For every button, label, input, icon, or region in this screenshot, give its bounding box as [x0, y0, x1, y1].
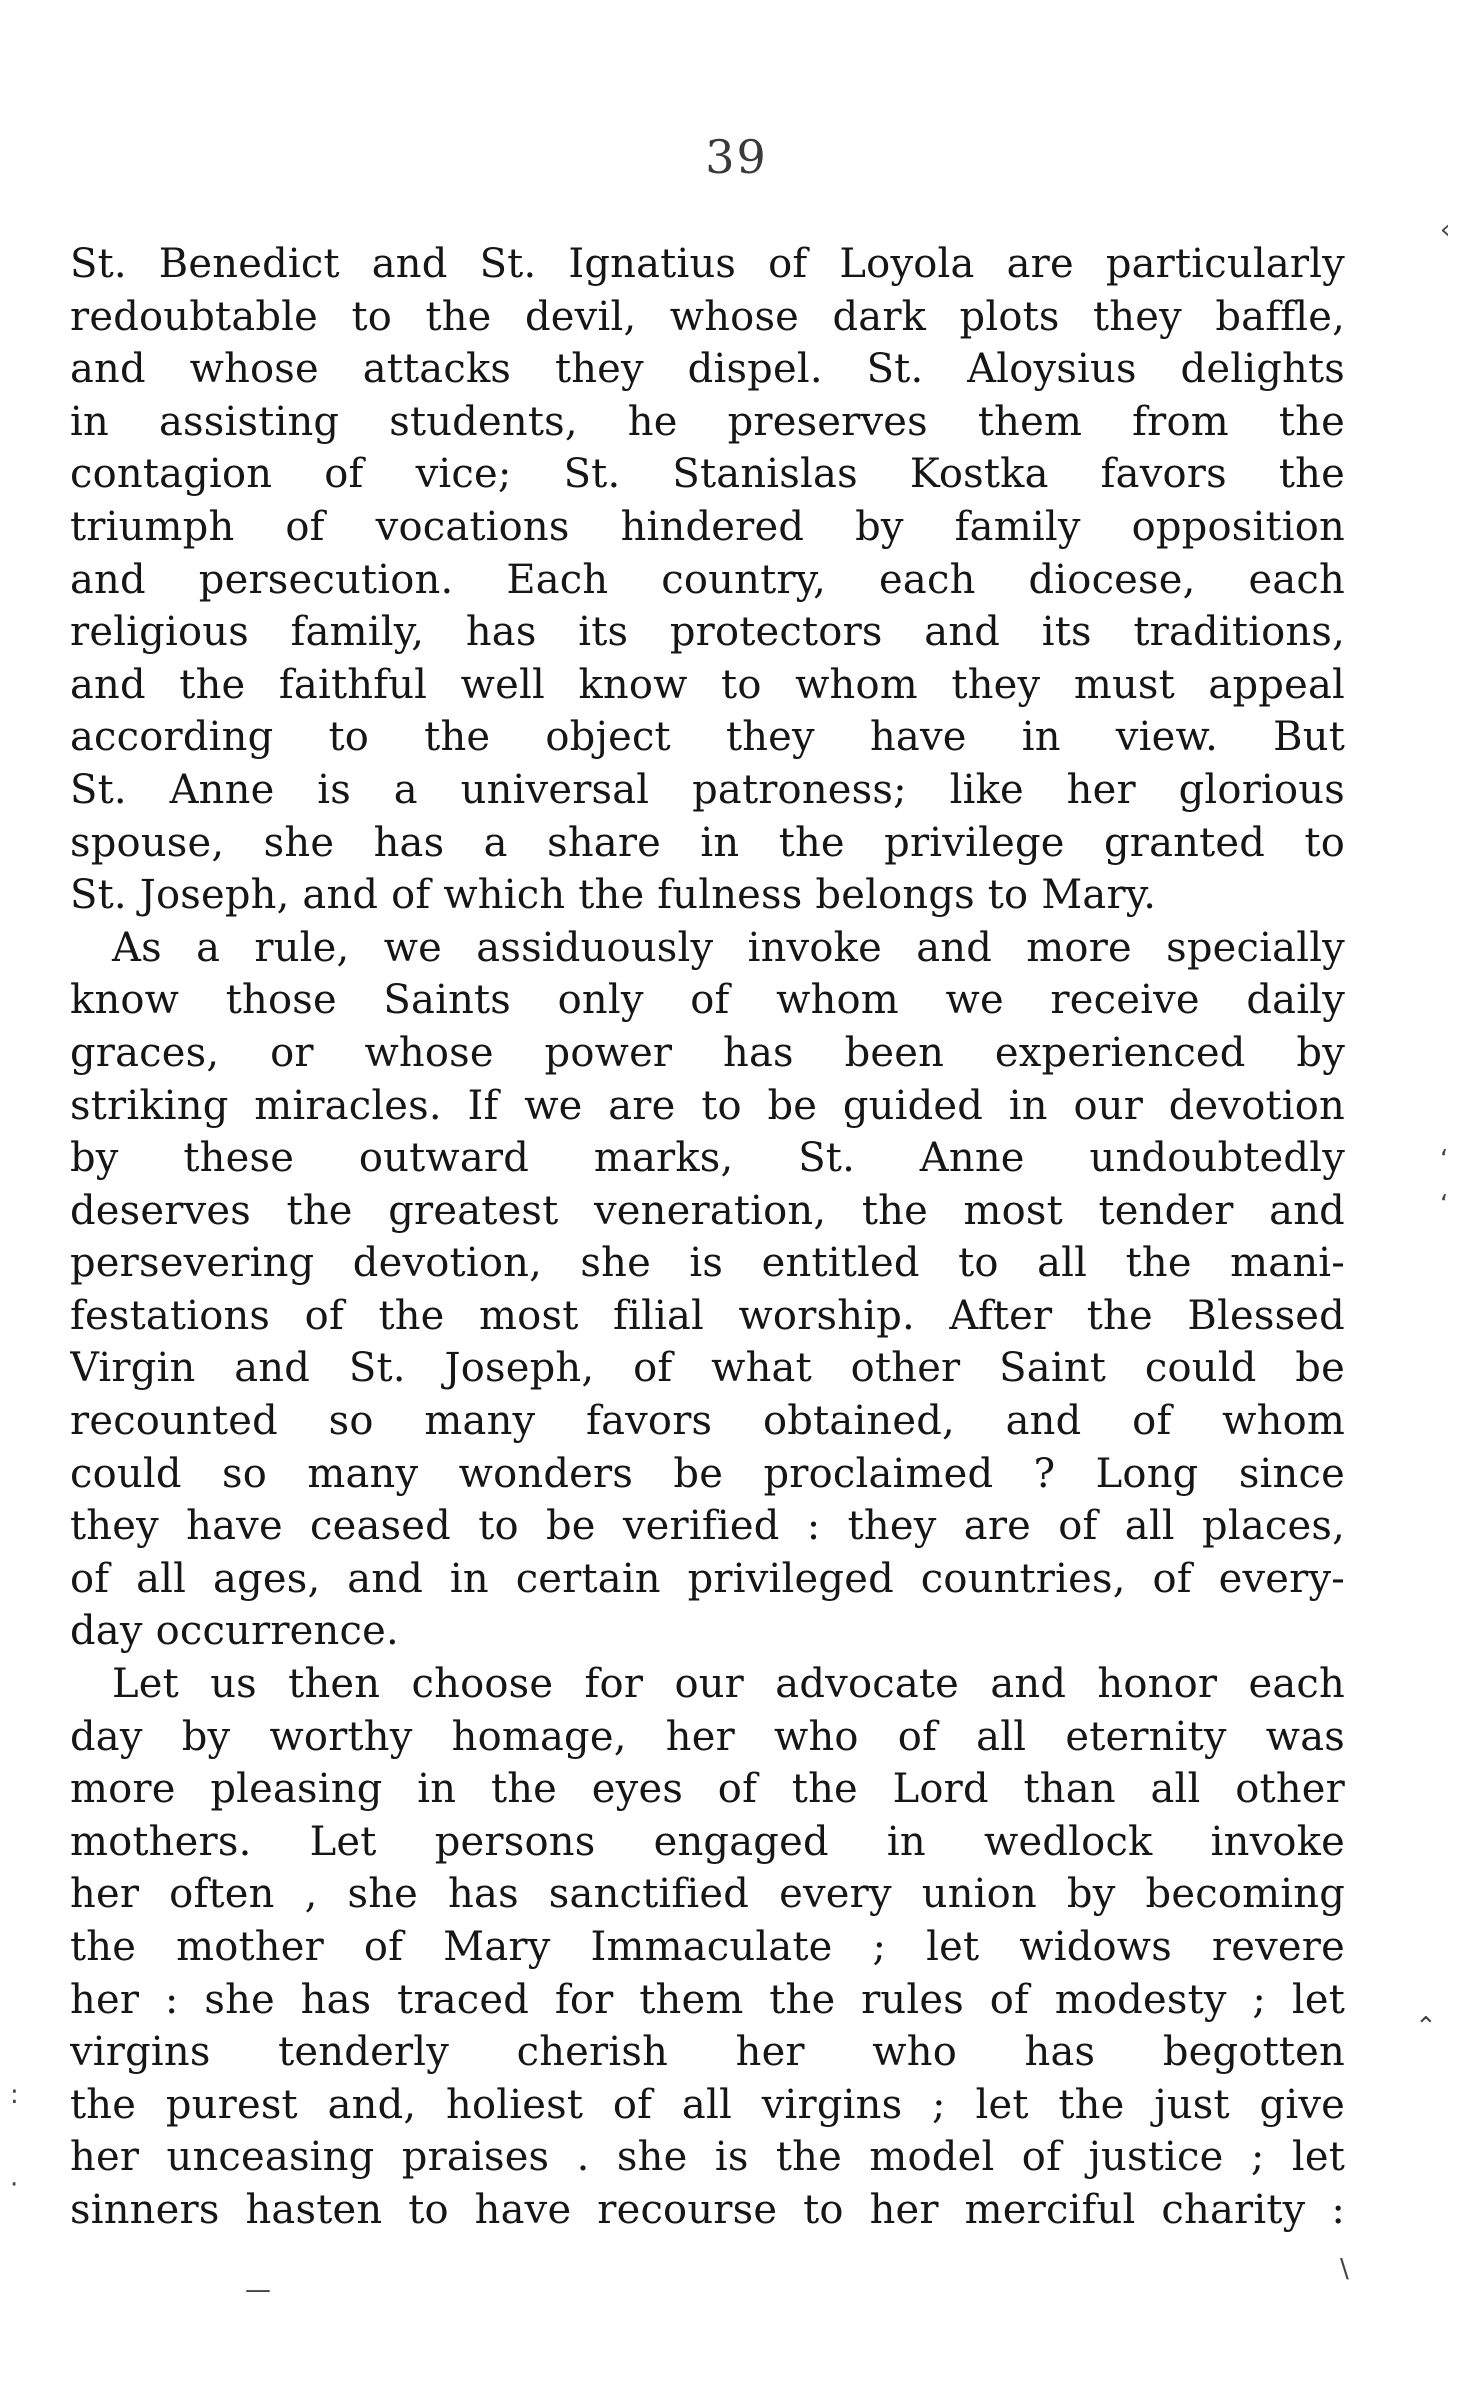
- text-line: Let us then choose for our advocate and honor each: [112, 1661, 1345, 1708]
- scan-speck: —: [245, 2275, 271, 2305]
- text-line: the mother of Mary Immaculate ; let widows revere: [70, 1924, 1345, 1970]
- text-line: St. Joseph, and of which the fulness belongs to Mary.: [70, 872, 1157, 919]
- text-line: persevering devotion, she is entitled to all the mani-: [70, 1240, 1345, 1287]
- text-line: virgins tenderly cherish her who has begotten: [70, 2029, 1345, 2076]
- text-line: religious family, has its protectors and its traditions,: [70, 609, 1345, 656]
- text-line: could so many wonders be proclaimed ? Long since: [70, 1450, 1345, 1497]
- text-line: her unceasing praises . she is the model of justice ; let: [70, 2134, 1345, 2181]
- text-line: recounted so many favors obtained, and of whom: [70, 1398, 1345, 1445]
- text-line: know those Saints only of whom we receive daily: [70, 977, 1345, 1024]
- body-text: [70, 238, 1345, 2237]
- text-line: in assisting students, he preserves them from the: [70, 398, 1345, 445]
- scan-speck: ‘: [1440, 1190, 1449, 1220]
- text-line: they have ceased to be verified : they are of all places,: [70, 1503, 1345, 1550]
- scan-speck: ∖: [1335, 2255, 1352, 2285]
- text-line: triumph of vocations hindered by family opposition: [70, 503, 1345, 550]
- text-line: the purest and, holiest of all virgins ; let the just give: [70, 2081, 1345, 2128]
- scan-speck: ·: [10, 2170, 19, 2200]
- text-line: contagion of vice; St. Stanislas Kostka favors the: [70, 451, 1345, 498]
- text-line: deserves the greatest veneration, the most tender and: [70, 1187, 1345, 1234]
- text-line: and whose attacks they dispel. St. Aloysius delights: [70, 346, 1345, 393]
- scan-speck: ‹: [1440, 215, 1451, 245]
- text-line: As a rule, we assiduously invoke and more specially: [112, 924, 1345, 971]
- text-line: and the faithful well know to whom they must appeal: [70, 661, 1345, 708]
- scan-speck: ‘: [1440, 1145, 1449, 1175]
- scan-speck: ⌃: [1415, 2012, 1437, 2042]
- page-number: 39: [705, 130, 768, 184]
- text-line: sinners hasten to have recourse to her merciful charity :: [70, 2186, 1345, 2233]
- text-line: St. Anne is a universal patroness; like her glorious: [70, 766, 1345, 813]
- text-line: more pleasing in the eyes of the Lord than all other: [70, 1766, 1345, 1813]
- text-line: her : she has traced for them the rules of modesty ; let: [70, 1976, 1345, 2023]
- text-line: by these outward marks, St. Anne undoubtedly: [70, 1135, 1345, 1182]
- text-line: according to the object they have in view. But: [70, 714, 1345, 761]
- text-line: her often , she has sanctified every union by becoming: [70, 1871, 1345, 1918]
- text-line: day by worthy homage, her who of all eternity was: [70, 1713, 1345, 1760]
- text-line: and persecution. Each country, each diocese, each: [70, 556, 1345, 603]
- scan-speck: :: [10, 2080, 19, 2110]
- text-line: striking miracles. If we are to be guided in our devotion: [70, 1082, 1345, 1129]
- text-line: festations of the most filial worship. After the Blessed: [70, 1292, 1345, 1339]
- text-line: of all ages, and in certain privileged countries, of every-: [70, 1555, 1345, 1602]
- text-line: mothers. Let persons engaged in wedlock invoke: [70, 1818, 1345, 1865]
- text-line: St. Benedict and St. Ignatius of Loyola are particularly: [70, 241, 1345, 287]
- text-line: day occurrence.: [70, 1608, 399, 1655]
- text-line: graces, or whose power has been experienced by: [70, 1029, 1345, 1076]
- text-line: Virgin and St. Joseph, of what other Saint could be: [70, 1345, 1345, 1392]
- text-line: spouse, she has a share in the privilege granted to: [70, 819, 1345, 866]
- text-line: redoubtable to the devil, whose dark plots they baffle,: [70, 293, 1345, 340]
